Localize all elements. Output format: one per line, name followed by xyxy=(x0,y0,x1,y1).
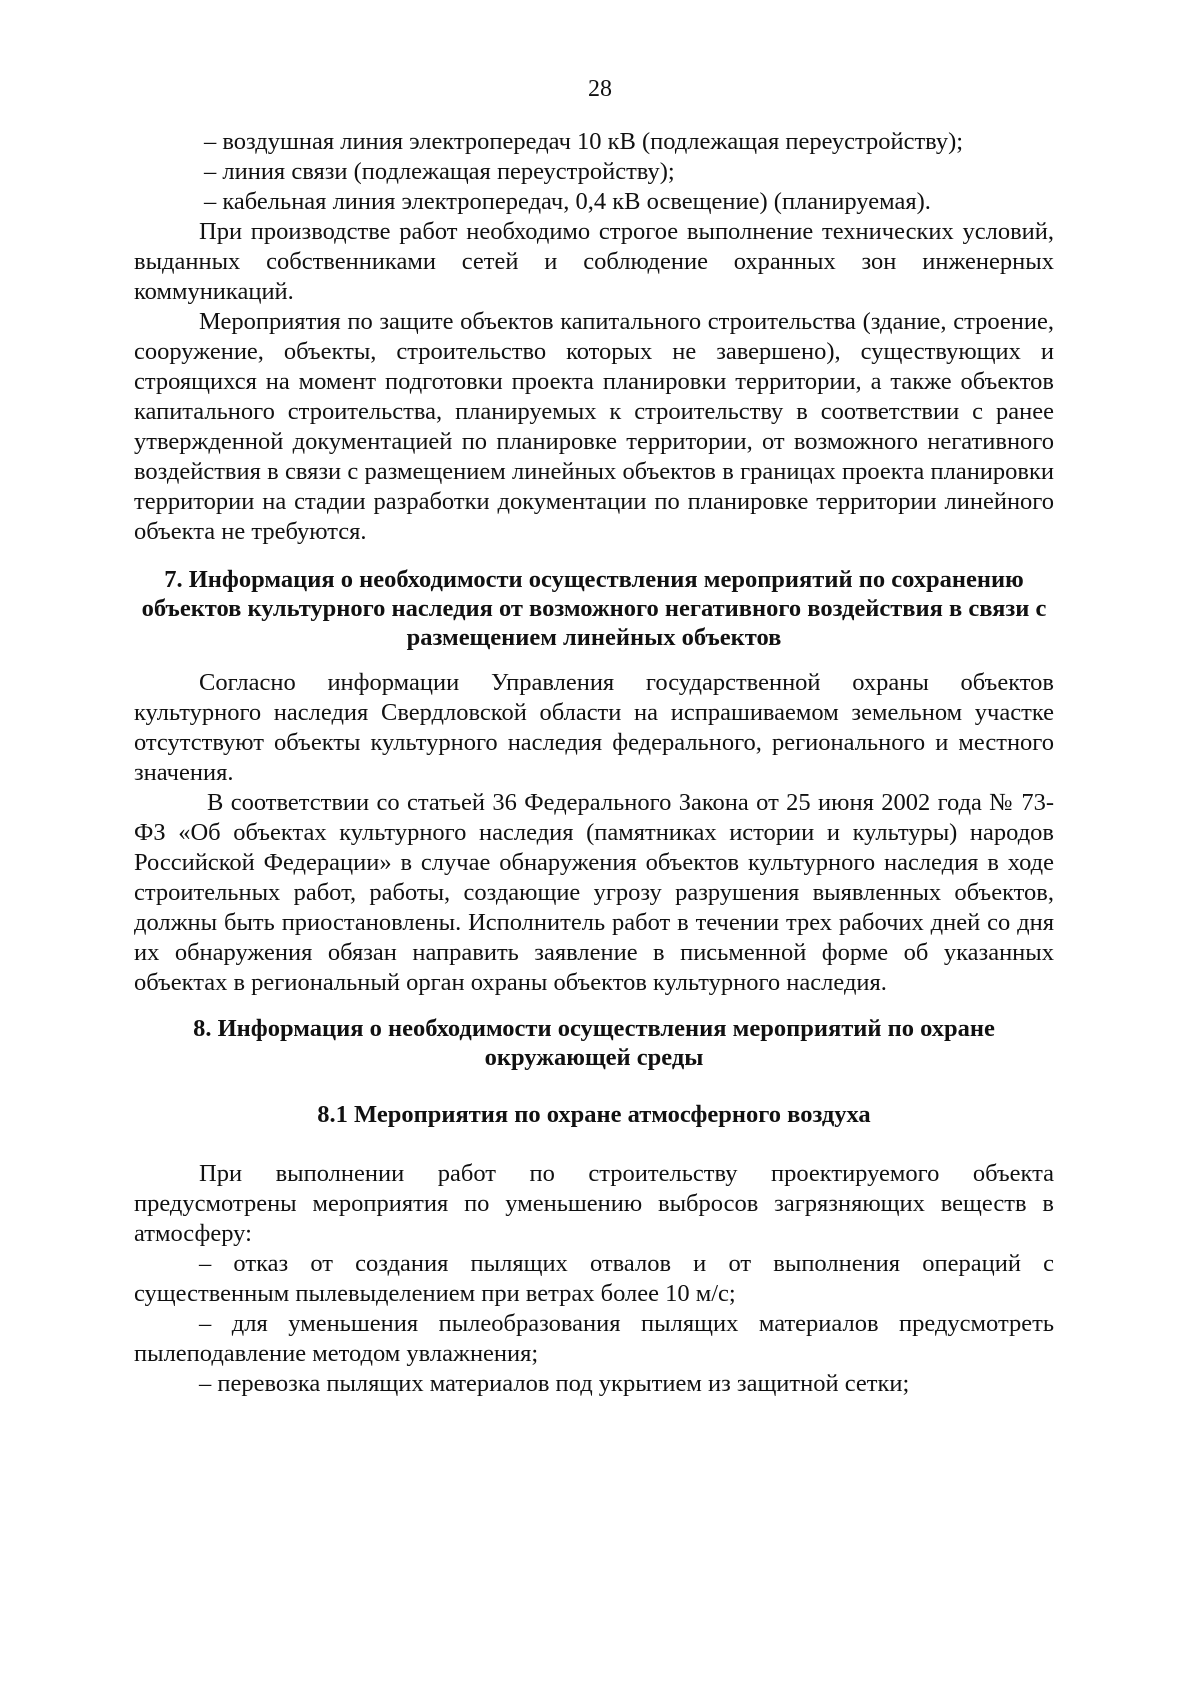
section-8-1-heading: 8.1 Мероприятия по охране атмосферного воздуха xyxy=(317,1101,871,1128)
list-item-cable-line: – кабельная линия электропередач, 0,4 кВ освещение) (планируемая). xyxy=(204,188,931,215)
paragraph-cultural-heritage-info: Согласно информации Управления государственной охраны объектов культурного наследия Свердловской области на испрашиваемом земельном участке отсутствуют объекты культурного наследия федерального, регионального и местного значения. xyxy=(134,669,1054,786)
page-content xyxy=(134,127,1054,1399)
paragraph-emission-measures: При выполнении работ по строительству проектируемого объекта предусмотрены мероприятия по уменьшению выбросов загрязняющих веществ в атмосферу: xyxy=(134,1160,1054,1247)
paragraph-protection-measures: Мероприятия по защите объектов капитального строительства (здание, строение, сооружение, объекты, строительство которых не завершено), существующих и строящихся на момент подготовки проекта планировки территории, а также объектов капитального строительства, планируемых к строительству в соответствии с ранее утвержденной документацией по планировке территории, от возможного негативного воздействия в связи с размещением линейных объектов в границах проекта планировки территории на стадии разработки документации по планировке территории линейного объекта не требуются. xyxy=(134,308,1054,545)
section-8-heading: 8. Информация о необходимости осуществления мероприятий по охране окружающей среды xyxy=(193,1015,995,1071)
section-7-heading: 7. Информация о необходимости осуществления мероприятий по сохранению объектов культурного наследия от возможного негативного воздействия в связи с размещением линейных объектов xyxy=(141,566,1047,651)
paragraph-technical-conditions: При производстве работ необходимо строгое выполнение технических условий, выданных собственниками сетей и соблюдение охранных зон инженерных коммуникаций. xyxy=(134,218,1054,305)
list-item-dust-dumps: – отказ от создания пылящих отвалов и от выполнения операций с существенным пылевыделением при ветрах более 10 м/с; xyxy=(134,1250,1054,1307)
list-item-overhead-line: – воздушная линия электропередач 10 кВ (подлежащая переустройству); xyxy=(204,128,964,155)
paragraph-federal-law: В соответствии со статьей 36 Федерального Закона от 25 июня 2002 года № 73-ФЗ «Об объектах культурного наследия (памятниках истории и культуры) народов Российской Федерации» в случае обнаружения объектов культурного наследия в ходе строительных работ, работы, создающие угрозу разрушения выявленных объектов, должны быть приостановлены. Исполнитель работ в течении трех рабочих дней со дня их обнаружения обязан направить заявление в письменной форме об указанных объектах в региональный орган охраны объектов культурного наследия. xyxy=(134,789,1054,996)
page-number: 28 xyxy=(588,76,612,102)
list-item-covered-transport: – перевозка пылящих материалов под укрытием из защитной сетки; xyxy=(199,1370,910,1397)
list-item-communication-line: – линия связи (подлежащая переустройству); xyxy=(204,158,675,185)
list-item-dust-suppression: – для уменьшения пылеобразования пылящих материалов предусмотреть пылеподавление методом увлажнения; xyxy=(134,1310,1054,1367)
